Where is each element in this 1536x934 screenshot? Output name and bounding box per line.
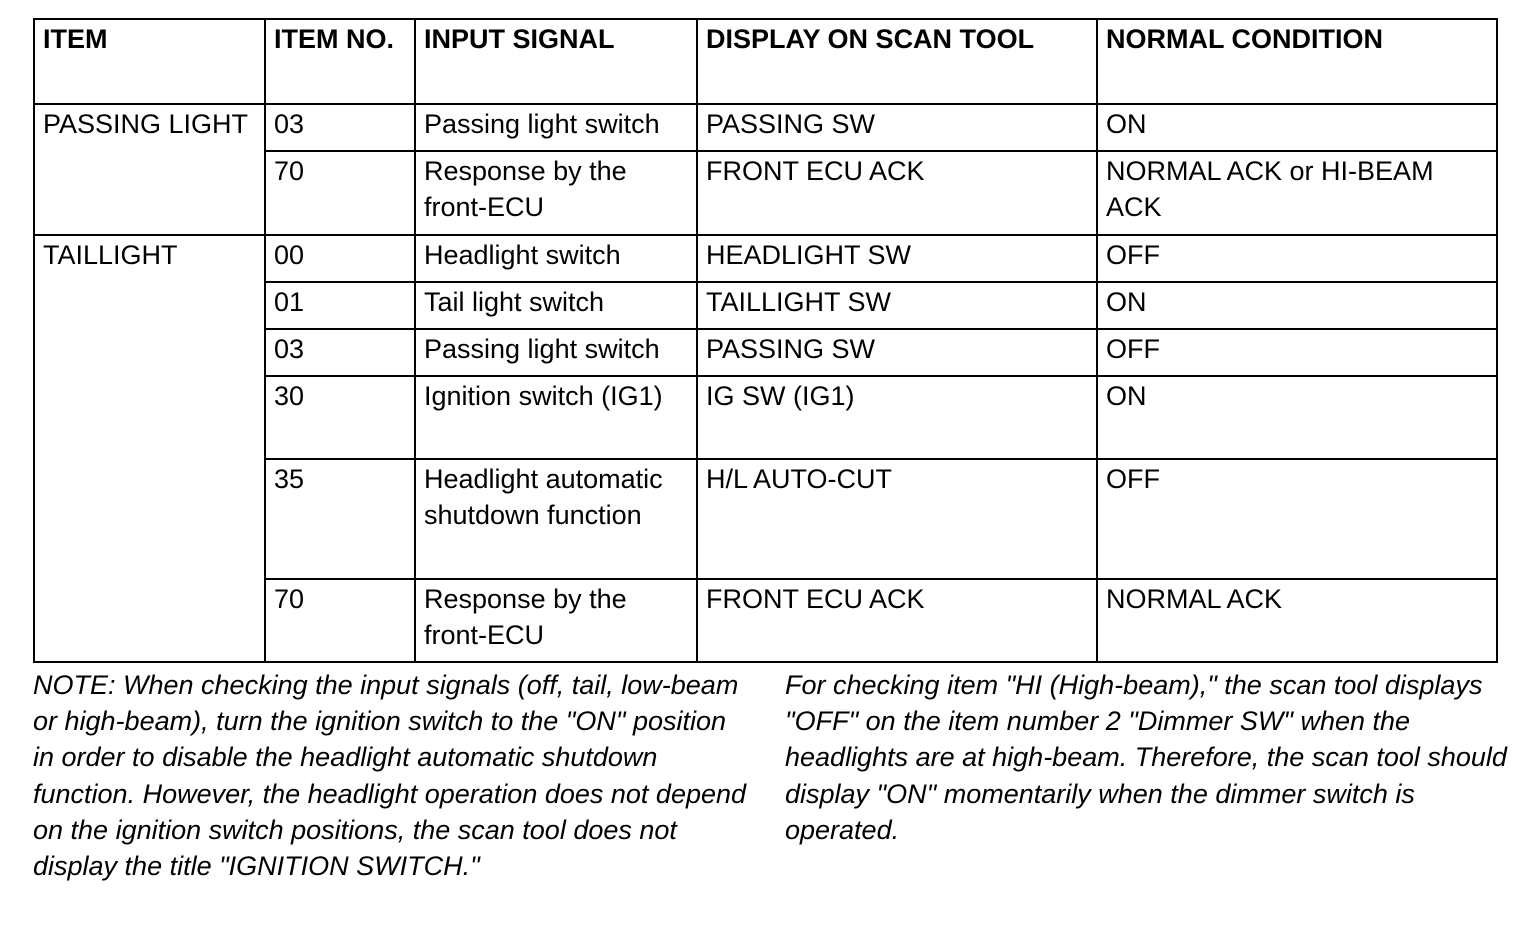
cell-input-signal: Headlight switch [415, 235, 697, 282]
cell-input-signal: Passing light switch [415, 329, 697, 376]
note-ignition-switch: NOTE: When checking the input signals (off, tail, low-beam or high-beam), turn the ignition switch to the "ON" position in order to disable the headlight automatic shutdown function. However, the headlight operation does not depend on the ignition switch positions, the scan tool does not display the title "IGNITION SWITCH." [33, 670, 747, 882]
cell-display: PASSING SW [697, 329, 1097, 376]
cell-normal-condition: NORMAL ACK [1097, 579, 1497, 662]
cell-item-no: 03 [265, 329, 415, 376]
header-item: ITEM [34, 19, 265, 104]
cell-input-signal: Tail light switch [415, 282, 697, 329]
cell-display: PASSING SW [697, 104, 1097, 151]
cell-input-signal: Response by the front-ECU [415, 579, 697, 662]
note-high-beam: For checking item "HI (High-beam)," the scan tool displays "OFF" on the item number 2 "Dimmer SW" when the headlights are at high-beam. Therefore, the scan tool should display "ON" momentarily when the dimmer switch is operated. [785, 670, 1507, 845]
cell-display: FRONT ECU ACK [697, 579, 1097, 662]
cell-input-signal: Response by the front-ECU [415, 151, 697, 235]
cell-item-no: 70 [265, 151, 415, 235]
group-item-taillight: TAILLIGHT [34, 235, 265, 662]
cell-item-no: 30 [265, 376, 415, 459]
cell-normal-condition: OFF [1097, 235, 1497, 282]
cell-input-signal: Passing light switch [415, 104, 697, 151]
header-item-no: ITEM NO. [265, 19, 415, 104]
group-item-passing-light: PASSING LIGHT [34, 104, 265, 235]
cell-item-no: 00 [265, 235, 415, 282]
table-row [34, 104, 1497, 151]
cell-display: HEADLIGHT SW [697, 235, 1097, 282]
header-input-signal: INPUT SIGNAL [415, 19, 697, 104]
spec-table-container [33, 18, 1498, 663]
cell-normal-condition: OFF [1097, 329, 1497, 376]
cell-normal-condition: ON [1097, 104, 1497, 151]
cell-normal-condition: OFF [1097, 459, 1497, 579]
cell-item-no: 01 [265, 282, 415, 329]
header-display: DISPLAY ON SCAN TOOL [697, 19, 1097, 104]
input-signal-table [33, 18, 1498, 663]
cell-item-no: 03 [265, 104, 415, 151]
cell-item-no: 35 [265, 459, 415, 579]
header-normal-condition: NORMAL CONDITION [1097, 19, 1497, 104]
header-row [34, 19, 1497, 104]
cell-normal-condition: ON [1097, 282, 1497, 329]
cell-display: FRONT ECU ACK [697, 151, 1097, 235]
table-row [34, 235, 1497, 282]
cell-display: TAILLIGHT SW [697, 282, 1097, 329]
cell-input-signal: Headlight automatic shutdown function [415, 459, 697, 579]
cell-display: H/L AUTO-CUT [697, 459, 1097, 579]
cell-item-no: 70 [265, 579, 415, 662]
cell-display: IG SW (IG1) [697, 376, 1097, 459]
cell-normal-condition: NORMAL ACK or HI-BEAM ACK [1097, 151, 1497, 235]
cell-normal-condition: ON [1097, 376, 1497, 459]
cell-input-signal: Ignition switch (IG1) [415, 376, 697, 459]
